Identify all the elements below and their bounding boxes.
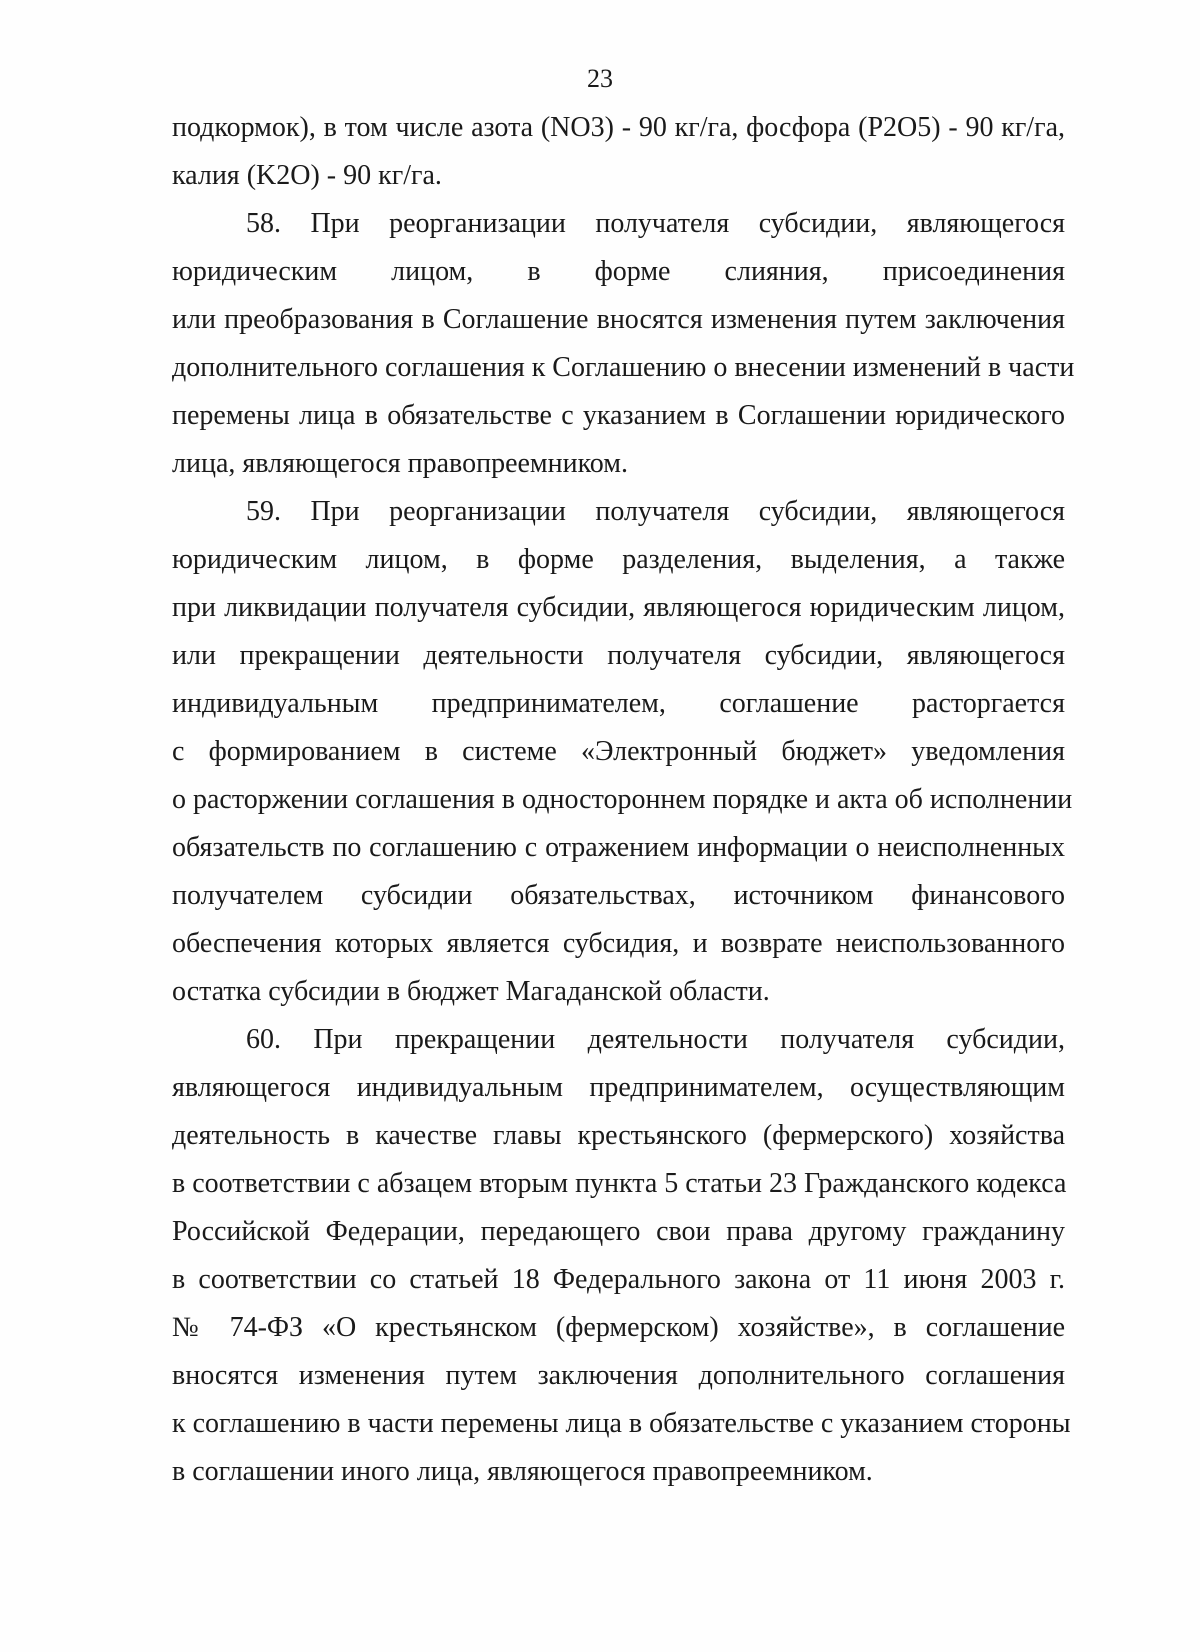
paragraph-60 — [172, 1016, 1071, 1496]
text-line: получателем субсидии обязательствах, источником финансового — [172, 880, 1065, 911]
text-line: к соглашению в части перемены лица в обязательстве с указанием стороны — [172, 1408, 1071, 1439]
text-line: перемены лица в обязательстве с указанием в Соглашении юридического — [172, 400, 1065, 431]
text-line: остатка субсидии в бюджет Магаданской области. — [172, 976, 770, 1007]
text-line: являющегося индивидуальным предпринимателем, осуществляющим — [172, 1072, 1065, 1103]
text-line: в соответствии со статьей 18 Федерального закона от 11 июня 2003 г. — [172, 1264, 1065, 1295]
text-line: Российской Федерации, передающего свои права другому гражданину — [172, 1216, 1065, 1247]
text-line: юридическим лицом, в форме разделения, выделения, а также — [172, 544, 1065, 575]
text-line: деятельность в качестве главы крестьянского (фермерского) хозяйства — [172, 1120, 1065, 1151]
text-line: в соответствии с абзацем вторым пункта 5 статьи 23 Гражданского кодекса — [172, 1168, 1067, 1199]
text-line: № 74-ФЗ «О крестьянском (фермерском) хозяйстве», в соглашение — [172, 1312, 1065, 1343]
text-line: калия (K2O) - 90 кг/га. — [172, 160, 442, 191]
text-line: юридическим лицом, в форме слияния, присоединения — [172, 256, 1065, 287]
text-line: 58. При реорганизации получателя субсидии, являющегося — [246, 208, 1065, 239]
text-line: с формированием в системе «Электронный бюджет» уведомления — [172, 736, 1065, 767]
text-line: в соглашении иного лица, являющегося правопреемником. — [172, 1456, 873, 1487]
text-line: обеспечения которых является субсидия, и возврате неиспользованного — [172, 928, 1065, 959]
text-line: 59. При реорганизации получателя субсидии, являющегося — [246, 496, 1065, 527]
text-line: индивидуальным предпринимателем, соглашение расторгается — [172, 688, 1065, 719]
text-line: подкормок), в том числе азота (NO3) - 90 кг/га, фосфора (P2O5) - 90 кг/га, — [172, 112, 1065, 143]
document-body — [172, 104, 1075, 1496]
text-line: о расторжении соглашения в одностороннем порядке и акта об исполнении — [172, 784, 1073, 815]
text-line: вносятся изменения путем заключения дополнительного соглашения — [172, 1360, 1065, 1391]
paragraph-58 — [172, 200, 1075, 488]
text-line: при ликвидации получателя субсидии, являющегося юридическим лицом, — [172, 592, 1065, 623]
text-line: обязательств по соглашению с отражением информации о неисполненных — [172, 832, 1065, 863]
text-line: или преобразования в Соглашение вносятся изменения путем заключения — [172, 304, 1065, 335]
text-line: или прекращении деятельности получателя субсидии, являющегося — [172, 640, 1065, 671]
paragraph-continuation — [172, 104, 1065, 200]
text-line: 60. При прекращении деятельности получателя субсидии, — [246, 1024, 1065, 1055]
page-number: 23 — [587, 64, 613, 93]
text-line: дополнительного соглашения к Соглашению о внесении изменений в части — [172, 352, 1075, 383]
text-line: лица, являющегося правопреемником. — [172, 448, 628, 479]
paragraph-59 — [172, 488, 1073, 1016]
